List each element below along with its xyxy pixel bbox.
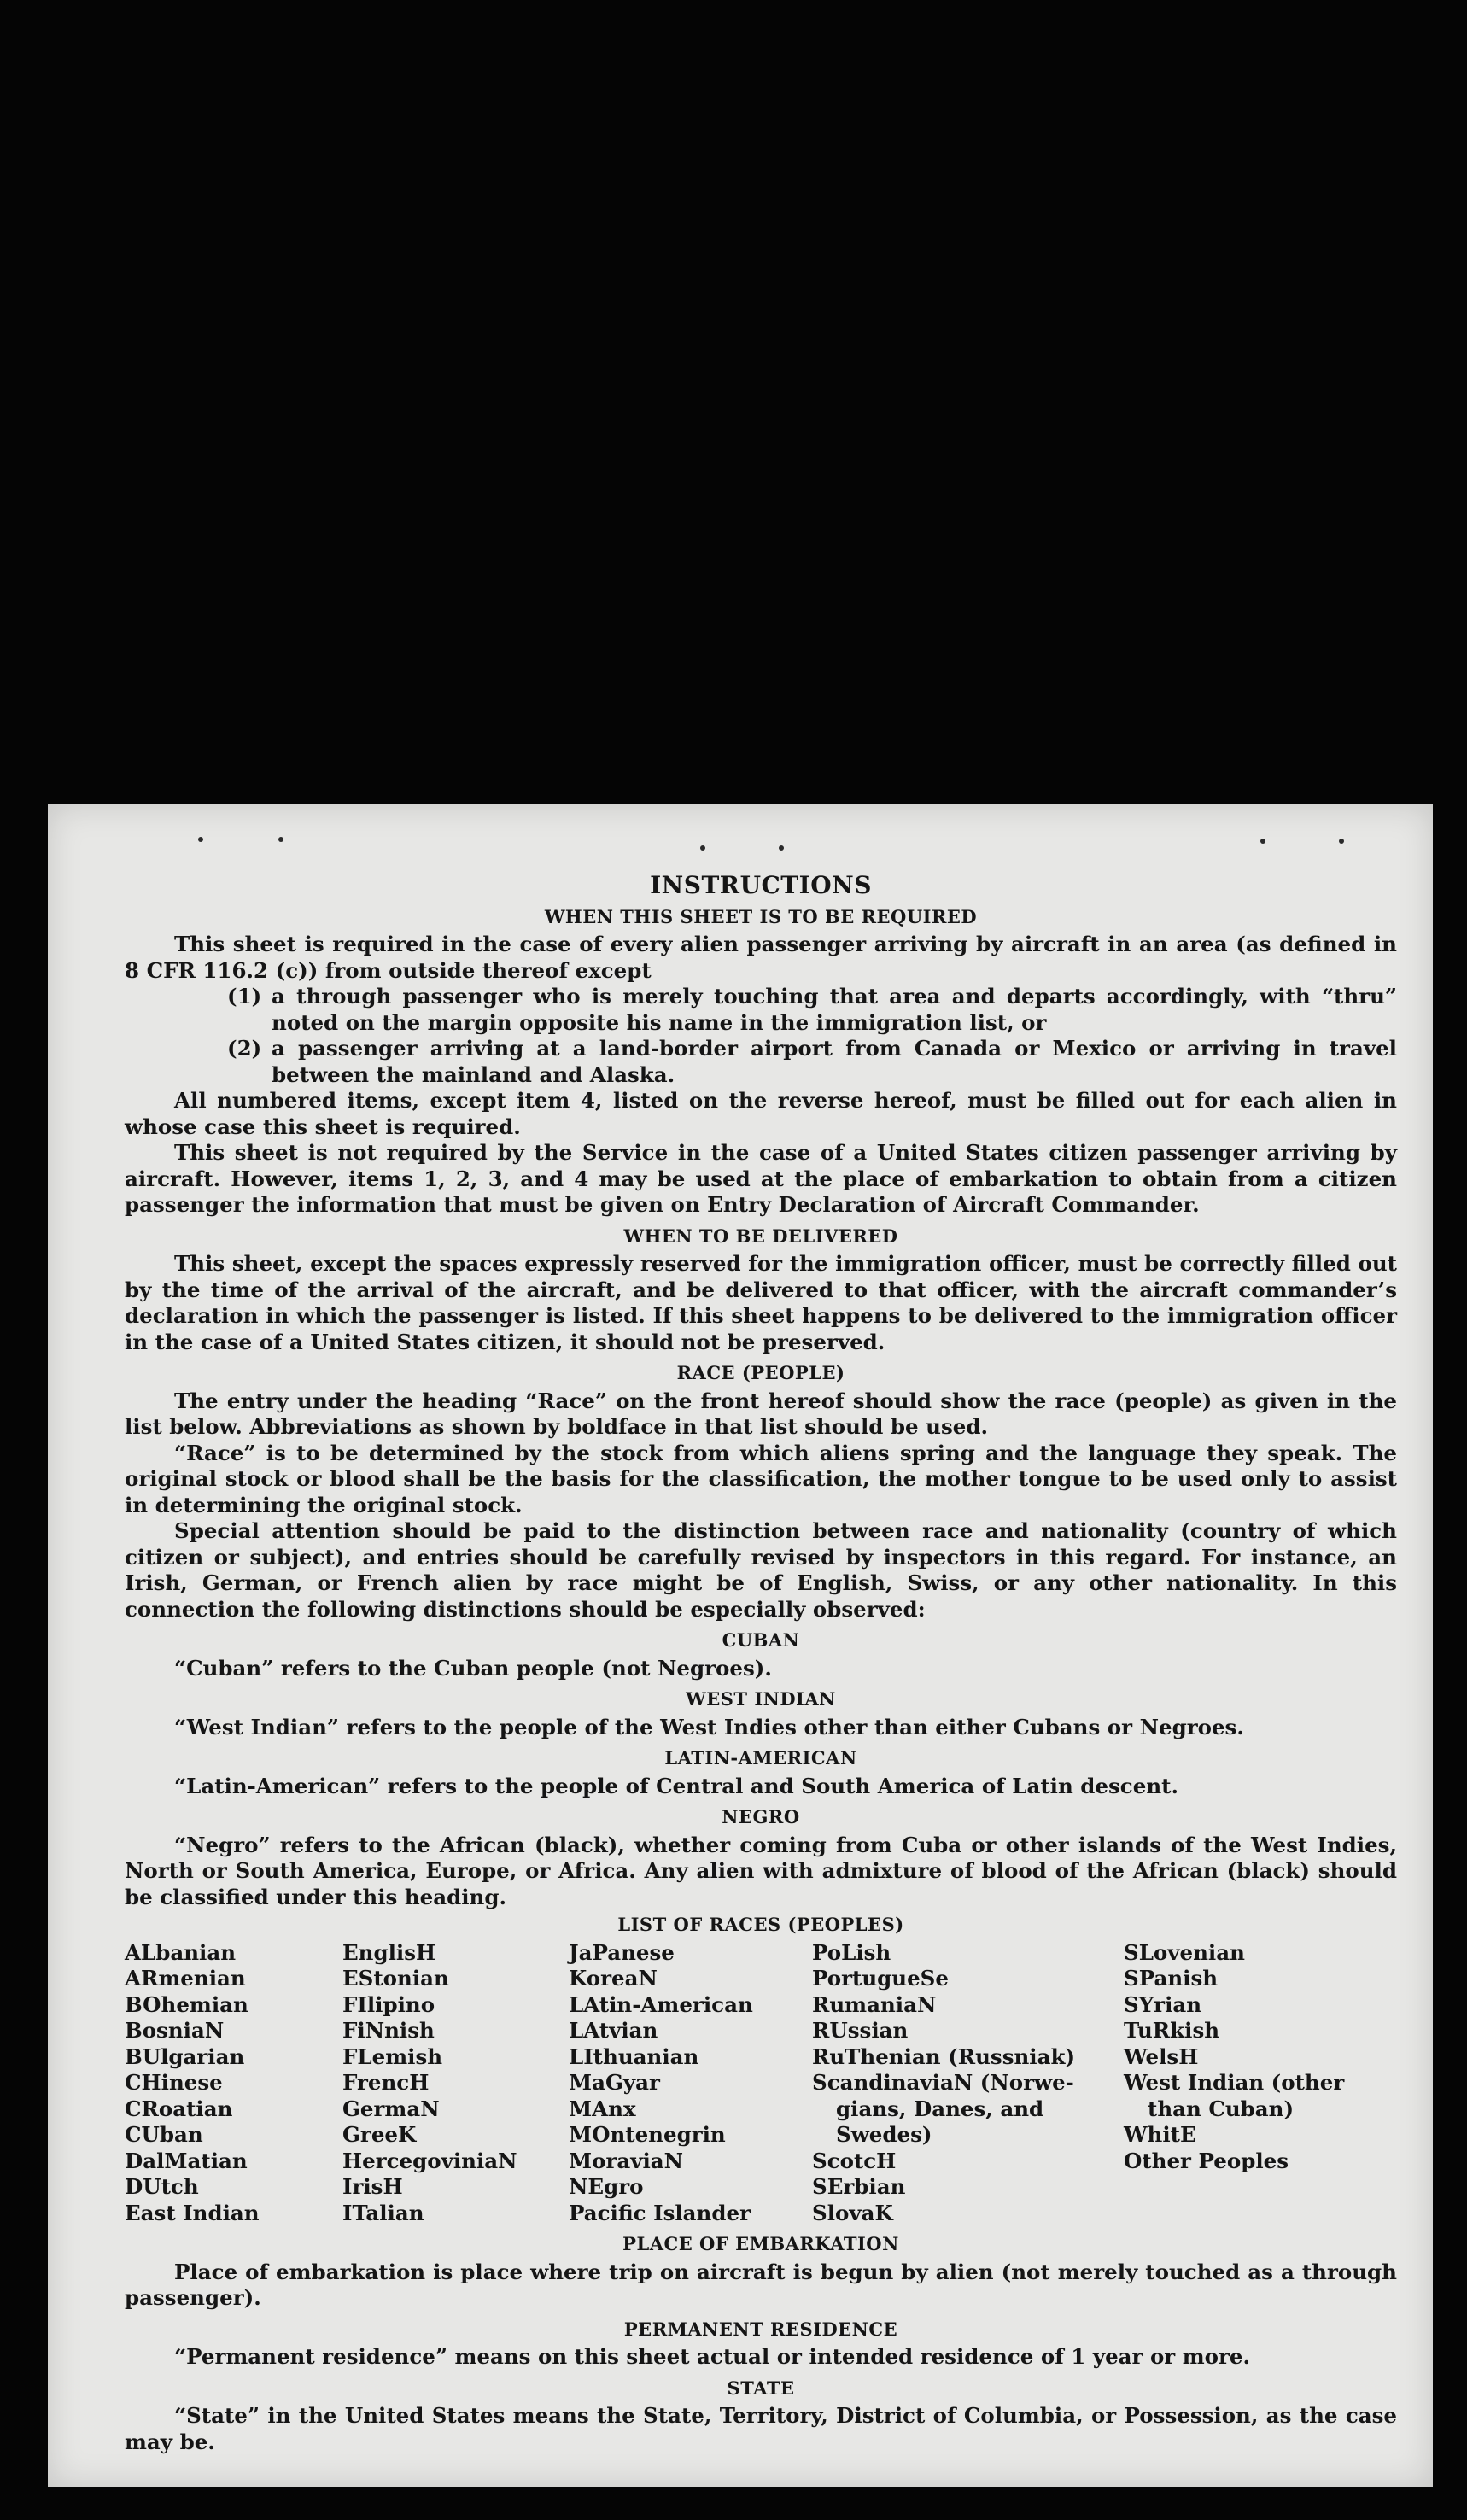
race-entry: LAtvian: [569, 2018, 658, 2043]
list-item: [125, 1036, 1397, 1088]
section-heading: LATIN-AMERICAN: [664, 1747, 857, 1769]
punch-mark: [1260, 839, 1265, 844]
race-entry: MoraviaN: [569, 2148, 684, 2173]
race-entry: ARmenian: [125, 1966, 246, 1991]
race-entry: BUlgarian: [125, 2043, 245, 2069]
race-column: [342, 1940, 569, 2227]
race-entry: Pacific Islander: [569, 2200, 751, 2225]
section-heading: NEGRO: [722, 1806, 800, 1827]
race-entry: ScotcH: [812, 2148, 897, 2173]
race-entry: ALbanian: [125, 1939, 237, 1965]
race-entry: KoreaN: [569, 1966, 658, 1991]
paragraph: The entry under the heading “Race” on the front hereof should show the race (people) as given in the list below. Abbreviations as shown by boldface in that list should be used.: [125, 1388, 1397, 1439]
section-heading: WHEN TO BE DELIVERED: [623, 1225, 898, 1247]
race-entry: EnglisH: [342, 1939, 436, 1965]
punch-mark: [198, 837, 203, 842]
race-column: [125, 1940, 342, 2227]
race-entry: CRoatian: [125, 2096, 233, 2121]
document-page: [48, 804, 1433, 2487]
document-title: INSTRUCTIONS: [650, 871, 872, 899]
list-item: [125, 984, 1397, 1036]
race-entry: ITalian: [342, 2200, 424, 2225]
race-entry: PortugueSe: [812, 1966, 949, 1991]
race-entry: WelsH: [1124, 2043, 1199, 2069]
race-entry: NEgro: [569, 2174, 644, 2199]
punch-mark: [278, 837, 283, 842]
section-heading: WEST INDIAN: [686, 1688, 836, 1710]
paragraph: This sheet is not required by the Service in the case of a United States citizen passenger arriving by aircraft. However, items 1, 2, 3, and 4 may be used at the place of embarkation to obtain from a citizen passenger the information that must be given on Entry Declaration of Aircraft Commander.: [125, 1140, 1397, 1217]
race-entry: SErbian: [812, 2174, 906, 2199]
paragraph: This sheet is required in the case of every alien passenger arriving by aircraft in an area (as defined in 8 CFR 116.2 (c)) from outside thereof except: [125, 932, 1397, 983]
race-column: [569, 1940, 812, 2227]
section-heading: PERMANENT RESIDENCE: [623, 2318, 898, 2340]
punch-mark: [1339, 839, 1344, 844]
race-entry: GermaN: [342, 2096, 440, 2121]
race-entry: FLemish: [342, 2043, 443, 2069]
section-heading: STATE: [727, 2377, 795, 2399]
race-entry: RumaniaN: [812, 1991, 937, 2017]
section-heading: PLACE OF EMBARKATION: [622, 2233, 899, 2254]
race-list: [125, 1940, 1397, 2227]
item-text: a passenger arriving at a land-border airport from Canada or Mexico or arriving in travel between the mainland and Alaska.: [272, 1036, 1397, 1087]
race-entry: Swedes): [836, 2122, 932, 2147]
paragraph: “Negro” refers to the African (black), whether coming from Cuba or other islands of the West Indies, North or South America, Europe, or Africa. Any alien with admixture of blood of the African (black) should be classified under this heading.: [125, 1832, 1397, 1909]
race-entry: ScandinaviaN (Norwe-: [812, 2070, 1074, 2095]
instructions-text: [125, 873, 1397, 2455]
race-column: [1124, 1940, 1397, 2227]
race-entry: RuThenian (Russniak): [812, 2043, 1076, 2069]
item-text: a through passenger who is merely touching that area and departs accordingly, with “thru” noted on the margin opposite his name in the immigration list, or: [272, 984, 1397, 1035]
section-heading: LIST OF RACES (PEOPLES): [617, 1914, 904, 1935]
item-number: (1): [227, 984, 262, 1009]
punch-mark: [779, 845, 784, 851]
race-entry: SPanish: [1124, 1966, 1219, 1991]
race-entry: DUtch: [125, 2174, 199, 2199]
paragraph: Place of embarkation is place where trip on aircraft is begun by alien (not merely touched as a through passenger).: [125, 2259, 1397, 2310]
paragraph: This sheet, except the spaces expressly reserved for the immigration officer, must be correctly filled out by the time of the arrival of the aircraft, and be delivered to that officer, with the aircraft commander’s declaration in which the passenger is listed. If this sheet happens to be delivered to the immigration officer in the case of a United States citizen, it should not be preserved.: [125, 1251, 1397, 1354]
race-entry: CHinese: [125, 2070, 223, 2095]
paragraph: “Cuban” refers to the Cuban people (not Negroes).: [174, 1655, 772, 1681]
race-entry: LIthuanian: [569, 2043, 699, 2069]
race-entry: than Cuban): [1148, 2096, 1295, 2121]
race-entry: SLovenian: [1124, 1939, 1245, 1965]
race-entry: MOntenegrin: [569, 2122, 726, 2147]
race-entry: MaGyar: [569, 2070, 660, 2095]
race-entry: BOhemian: [125, 1991, 248, 2017]
race-entry: FiNnish: [342, 2018, 435, 2043]
race-entry: GreeK: [342, 2122, 417, 2147]
race-entry: WhitE: [1124, 2122, 1196, 2147]
race-entry: FrencH: [342, 2070, 430, 2095]
section-heading: CUBAN: [722, 1629, 800, 1651]
race-entry: CUban: [125, 2122, 203, 2147]
paragraph: “Permanent residence” means on this sheet actual or intended residence of 1 year or more.: [174, 2344, 1251, 2369]
race-entry: gians, Danes, and: [836, 2096, 1044, 2121]
race-entry: MAnx: [569, 2096, 636, 2121]
paragraph: All numbered items, except item 4, listed on the reverse hereof, must be filled out for each alien in whose case this sheet is required.: [125, 1088, 1397, 1139]
item-number: (2): [227, 1036, 262, 1061]
race-entry: LAtin-American: [569, 1991, 753, 2017]
race-entry: JaPanese: [569, 1939, 675, 1965]
race-column: [812, 1940, 1124, 2227]
section-heading: WHEN THIS SHEET IS TO BE REQUIRED: [544, 905, 978, 927]
race-entry: BosniaN: [125, 2018, 225, 2043]
paragraph: “Latin-American” refers to the people of Central and South America of Latin descent.: [174, 1773, 1178, 1798]
race-entry: SYrian: [1124, 1991, 1202, 2017]
race-entry: Other Peoples: [1124, 2148, 1289, 2173]
race-entry: DalMatian: [125, 2148, 248, 2173]
paragraph: “Race” is to be determined by the stock from which aliens spring and the language they speak. The original stock or blood shall be the basis for the classification, the mother tongue to be used only to assist in determining the original stock.: [125, 1440, 1397, 1517]
race-entry: SlovaK: [812, 2200, 893, 2225]
race-entry: EStonian: [342, 1966, 449, 1991]
section-heading: RACE (PEOPLE): [676, 1362, 845, 1383]
race-entry: IrisH: [342, 2174, 403, 2199]
paragraph: Special attention should be paid to the distinction between race and nationality (country of which citizen or subject), and entries should be carefully revised by inspectors in this regard. For instance, an Irish, German, or French alien by race might be of English, Swiss, or any other nationality. In this connection the following distinctions should be especially observed:: [125, 1518, 1397, 1622]
paragraph: “State” in the United States means the State, Territory, District of Columbia, or Possession, as the case may be.: [125, 2403, 1397, 2454]
race-entry: PoLish: [812, 1939, 891, 1965]
race-entry: HercegoviniaN: [342, 2148, 517, 2173]
race-entry: East Indian: [125, 2200, 260, 2225]
race-entry: TuRkish: [1124, 2018, 1220, 2043]
race-entry: FIlipino: [342, 1991, 435, 2017]
race-entry: West Indian (other: [1124, 2070, 1345, 2095]
punch-mark: [700, 845, 705, 851]
race-entry: RUssian: [812, 2018, 909, 2043]
paragraph: “West Indian” refers to the people of the West Indies other than either Cubans or Negroes.: [174, 1714, 1244, 1739]
